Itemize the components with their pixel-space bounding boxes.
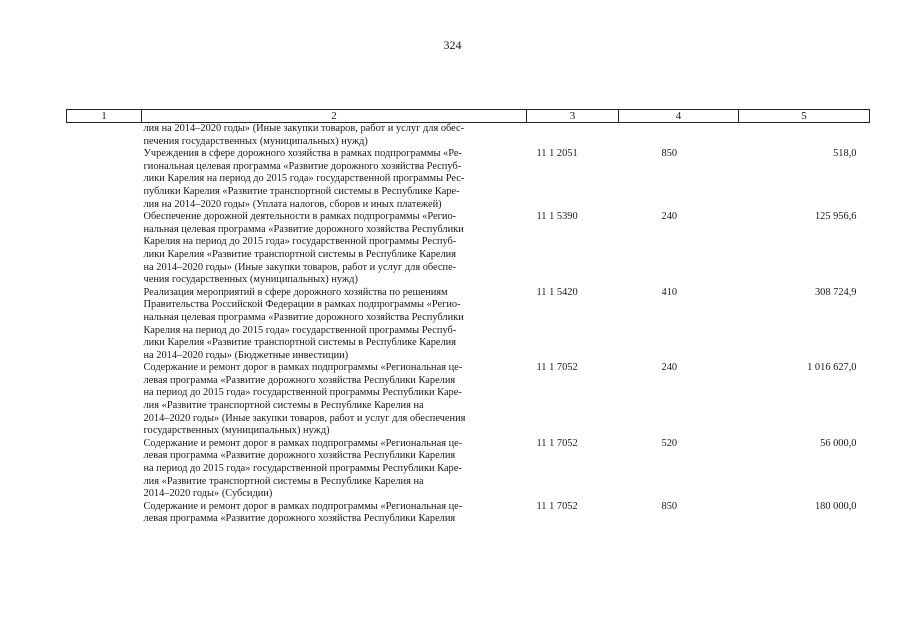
- row-code: 11 1 5420: [536, 286, 578, 298]
- table-row: [67, 148, 870, 211]
- row-expense-type: [619, 123, 739, 149]
- row-blank-cell: [67, 287, 142, 363]
- row-amount: 56 000,0: [820, 437, 857, 449]
- row-amount: 125 956,6: [814, 211, 857, 223]
- row-code: 11 1 7052: [536, 500, 578, 512]
- row-blank-cell: [67, 501, 142, 526]
- row-blank-cell: [67, 211, 142, 287]
- row-blank-cell: [67, 362, 142, 438]
- header-col-1: 1: [67, 110, 142, 123]
- header-col-5: 5: [739, 110, 870, 123]
- row-code: [527, 123, 619, 149]
- row-description: Содержание и ремонт дорог в рамках подпрограммы «Региональная це- левая программа «Развитие дорожного хозяйства Республики Карелия на период до 2015 года» государственной программы Республики Каре- лия «Развитие транспортной системы в Республике Карелия на 2014–2020 годы» (Иные закупки товаров, работ и услуг для обеспечения государственных (муниципальных) нужд): [143, 362, 466, 437]
- row-description: Содержание и ремонт дорог в рамках подпрограммы «Региональная це- левая программа «Развитие дорожного хозяйства Республики Карелия на период до 2015 года» государственной программы Республики Каре- лия «Развитие транспортной системы в Республике Карелия на 2014–2020 годы» (Субсидии): [143, 437, 463, 500]
- table-row: [67, 438, 870, 501]
- header-col-4: 4: [619, 110, 739, 123]
- row-expense-type: 410: [661, 286, 678, 298]
- row-code: 11 1 5390: [536, 211, 578, 223]
- row-amount: 308 724,9: [814, 286, 857, 298]
- table-row: [67, 287, 870, 363]
- row-description: Учреждения в сфере дорожного хозяйства в рамках подпрограммы «Ре- гиональная целевая программа «Развитие дорожного хозяйства Респуб- лики Карелия на период до 2015 года» государственной программы Рес- публики Карелия «Развитие транспортной системы в Республике Каре- лия на 2014–2020 годы» (Уплата налогов, сборов и иных платежей): [143, 148, 465, 210]
- row-blank-cell: [67, 123, 142, 149]
- row-description: Обеспечение дорожной деятельности в рамках подпрограммы «Регио- нальная целевая программа «Развитие дорожного хозяйства Республики Карелия на период до 2015 года» государственной программы Респуб- лики Карелия «Развитие транспортной системы в Республике Карелия на 2014–2020 годы» (Иные закупки товаров, работ и услуг для обеспе- чения государственных (муниципальных) нужд): [143, 211, 464, 286]
- page-number: 324: [443, 38, 462, 52]
- row-description: лия на 2014–2020 годы» (Иные закупки товаров, работ и услуг для обес- печения государственных (муниципальных) нужд): [143, 123, 465, 147]
- row-code: 11 1 7052: [536, 437, 578, 449]
- row-blank-cell: [67, 438, 142, 501]
- table-row: [67, 501, 870, 526]
- table-row: [67, 362, 870, 438]
- header-col-2: 2: [142, 110, 527, 123]
- header-row: [67, 110, 870, 123]
- row-expense-type: 240: [661, 362, 678, 374]
- table-row: [67, 211, 870, 287]
- row-expense-type: 520: [661, 437, 678, 449]
- row-amount: 518,0: [833, 148, 857, 160]
- row-amount: [739, 123, 870, 149]
- row-amount: 1 016 627,0: [807, 362, 857, 374]
- row-code: 11 1 2051: [536, 148, 578, 160]
- row-blank-cell: [67, 148, 142, 211]
- row-expense-type: 850: [661, 500, 678, 512]
- header-col-3: 3: [527, 110, 619, 123]
- row-expense-type: 240: [661, 211, 678, 223]
- row-amount: 180 000,0: [814, 500, 857, 512]
- row-expense-type: 850: [661, 148, 678, 160]
- table-row: [67, 123, 870, 149]
- row-code: 11 1 7052: [536, 362, 578, 374]
- budget-table: [66, 109, 870, 526]
- row-description: Содержание и ремонт дорог в рамках подпрограммы «Региональная це- левая программа «Развитие дорожного хозяйства Республики Карелия: [143, 500, 463, 525]
- table-header: [67, 110, 870, 123]
- row-description: Реализация мероприятий в сфере дорожного хозяйства по решениям Правительства Российской Федерации в рамках подпрограммы «Регио- нальная целевая программа «Развитие дорожного хозяйства Республики Карелия на период до 2015 года» государственной программы Респуб- лики Карелия «Развитие транспортной системы в Республике Карелия на 2014–2020 годы» (Бюджетные инвестиции): [143, 286, 464, 361]
- table-body: [67, 123, 870, 527]
